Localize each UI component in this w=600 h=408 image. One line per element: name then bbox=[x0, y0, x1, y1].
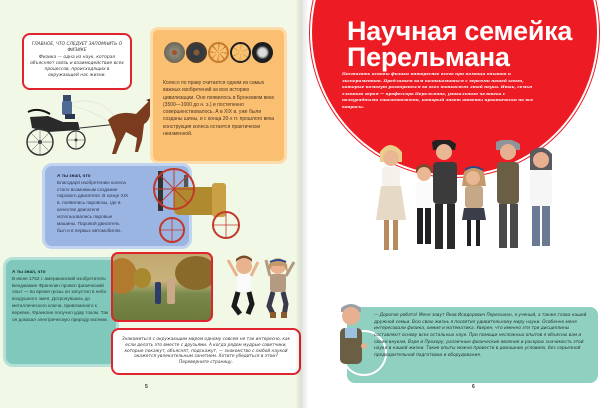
mother-figure bbox=[376, 145, 406, 250]
steam-engine-body: Благодаря изобретению колеса стало возможным создание парового двигателя. В конце XIX в. появились паровозы, где в качестве двигателя использовались паровые машины. Паровой двигатель был и в первых автомобилях. bbox=[57, 179, 129, 233]
wheel-history-text: Колесо по праву считается одним из самых важных изобретений за всю историю цивилизации. Оно появилось в Бронзовом веке (3500—1000 до н. э.) и постепенно совершенствовалось. А в XIX в. уже были созданы шины, и с конца 20-х гг. прошлого века конструкция колеса остается практически неизменной. bbox=[163, 80, 275, 137]
horse-carriage-illustration bbox=[8, 92, 158, 167]
wheel-history-box bbox=[150, 27, 287, 164]
grandfather-figure bbox=[496, 140, 520, 248]
professor-speech-text: — Дорогие ребята! Меня зовут Яков Исидорович Перельман, я ученый, а также глава нашей дружной семьи. Всю свою жизнь я посвятил удивительному миру науки. Особенно меня интересовали физика, химия и математика. Уверен, что именно эти три дисциплины составляют основу всех остальных наук. При помощи несложных опытов я объясню вам и своим внукам, Варе и Прохору, различные физические явления и раскрою значимость этой науки в нашей жизни. Такие опыты можно провести в домашних условиях, без серьезной предварительной подготовки и оборудования. bbox=[374, 313, 587, 358]
steam-engine-text bbox=[57, 173, 129, 234]
intro-lead-text: Постигать основы физики интереснее всего при помощи опытов и экспериментов. Предлагаем вам познакомиться с героями нашей книги, которые помогут разобраться во всех тонкостях этой науки. Итак, семья главного героя — профессора Перельмана, уникального человека с незаурядными способностями, который знает ответы практически на все вопросы. bbox=[342, 71, 534, 109]
professor-speech-box bbox=[347, 307, 598, 383]
page-number-left: 5 bbox=[145, 384, 148, 390]
intro-note-text: Физика — одна из наук, которая объясняет связь и взаимодействие всех процессов, происходящих в окружающей нас жизни. bbox=[30, 54, 124, 78]
franklin-fact-body: В июне 1752 г. американский изобретатель Бенджамин Франклин провел физический опыт — во время грозы он запустил в небо воздушного змея. Дотронувшись до металлического ключа, привязанного к веревке, Франклин получил удар током. Так он доказал электрическую природу молнии. bbox=[12, 275, 108, 322]
grandmother-figure bbox=[530, 147, 552, 246]
intro-note bbox=[22, 33, 132, 90]
modern-tire-icon bbox=[252, 42, 273, 63]
wheel-evolution-row bbox=[164, 42, 273, 63]
steam-engine-illustration bbox=[150, 165, 240, 245]
intro-note-header: ГЛАВНОЕ, ЧТО СЛЕДУЕТ ЗАПОМНИТЬ О ФИЗИКЕ bbox=[31, 42, 123, 53]
spoked-wooden-wheel-icon bbox=[208, 42, 229, 63]
right-page bbox=[302, 0, 600, 408]
wooden-plank-wheel-icon bbox=[186, 42, 207, 63]
page-title-line1: Научная семейка bbox=[347, 16, 573, 46]
professor-avatar bbox=[331, 298, 371, 378]
turn-page-note-text: Знакомиться с окружающим миром одному совсем не так интересно, как если делать это вместе с друзьями. А когда рядом мудрые советчики, которые покажут, объяснят, подскажут, — знакомство с любой наукой окажется увлекательным занятием. Хотите убедиться в этом? Переверните страницу. bbox=[121, 337, 291, 366]
page-number-right: 6 bbox=[472, 384, 475, 390]
franklin-fact-box bbox=[3, 257, 119, 367]
spoked-metal-wheel-icon bbox=[230, 42, 251, 63]
franklin-fact-heading: А ты знал, что bbox=[12, 269, 46, 274]
franklin-fact-text bbox=[12, 269, 112, 324]
stone-wheel-icon bbox=[164, 42, 185, 63]
steam-engine-heading: А ты знал, что bbox=[57, 173, 91, 178]
girl-figure bbox=[462, 167, 486, 246]
page-title bbox=[347, 18, 572, 71]
turn-page-note bbox=[111, 328, 301, 375]
page-title-line2: Перельмана bbox=[347, 42, 510, 73]
perelman-family-illustration bbox=[372, 140, 552, 300]
boy-figure bbox=[416, 164, 432, 244]
father-figure bbox=[432, 140, 457, 249]
franklin-kite-painting bbox=[111, 252, 213, 322]
jumping-kids-illustration bbox=[222, 254, 302, 324]
